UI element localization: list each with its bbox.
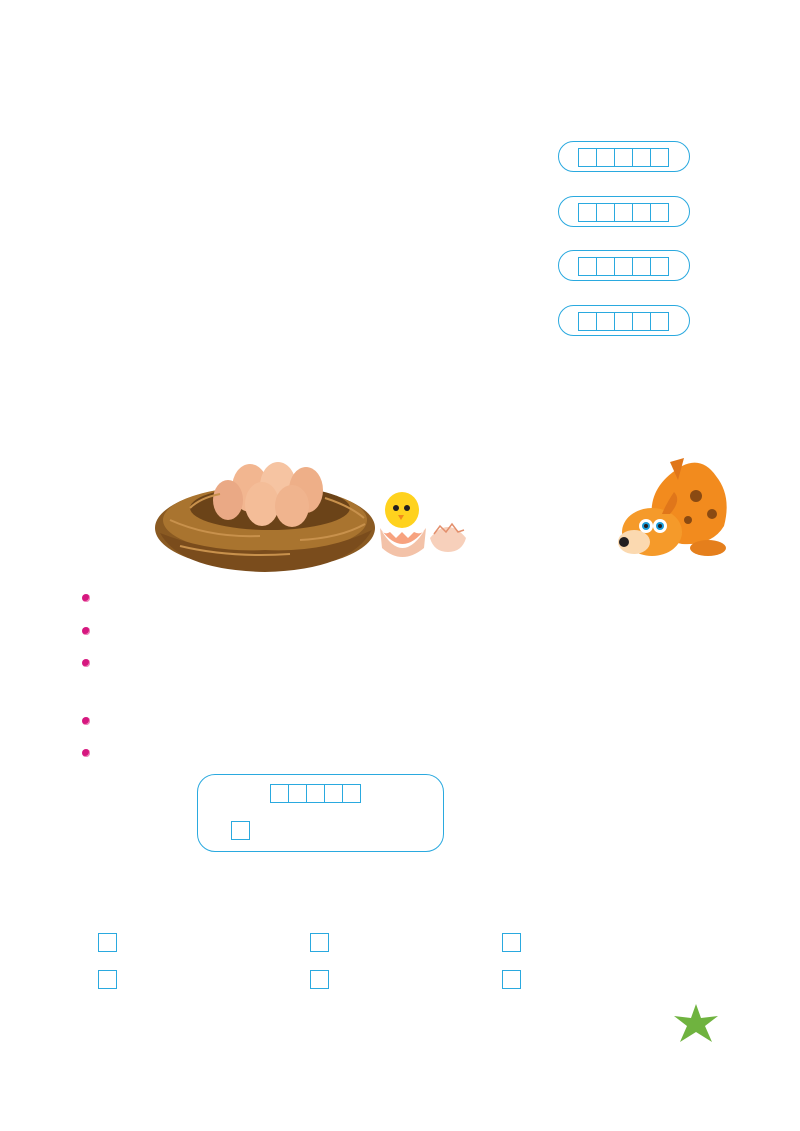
expression-2-answer[interactable] — [310, 933, 329, 952]
expression-5 — [308, 969, 329, 991]
top-sparkle-border — [60, 60, 790, 72]
expression-4 — [96, 969, 117, 991]
expression-4-answer[interactable] — [98, 970, 117, 989]
chick-in-shell-illustration — [374, 488, 470, 566]
expression-6-answer[interactable] — [502, 970, 521, 989]
expression-1 — [96, 932, 117, 954]
equation-box-3[interactable] — [558, 250, 690, 281]
page-number-badge — [674, 1004, 718, 1044]
answer-input[interactable] — [231, 821, 250, 840]
expression-1-answer[interactable] — [98, 933, 117, 952]
equation-box-2[interactable] — [558, 196, 690, 227]
equation-box-4[interactable] — [558, 305, 690, 336]
expression-6 — [500, 969, 521, 991]
bottom-sparkle-border — [60, 1006, 680, 1018]
answer-frame — [197, 774, 444, 852]
solution-cells[interactable] — [270, 784, 361, 803]
dog-illustration — [612, 456, 748, 566]
expression-5-answer[interactable] — [310, 970, 329, 989]
expression-3-answer[interactable] — [502, 933, 521, 952]
expression-2 — [308, 932, 329, 954]
nest-with-eggs-illustration — [150, 458, 380, 576]
equation-box-1[interactable] — [558, 141, 690, 172]
number-rays — [90, 140, 510, 350]
expression-3 — [500, 932, 521, 954]
